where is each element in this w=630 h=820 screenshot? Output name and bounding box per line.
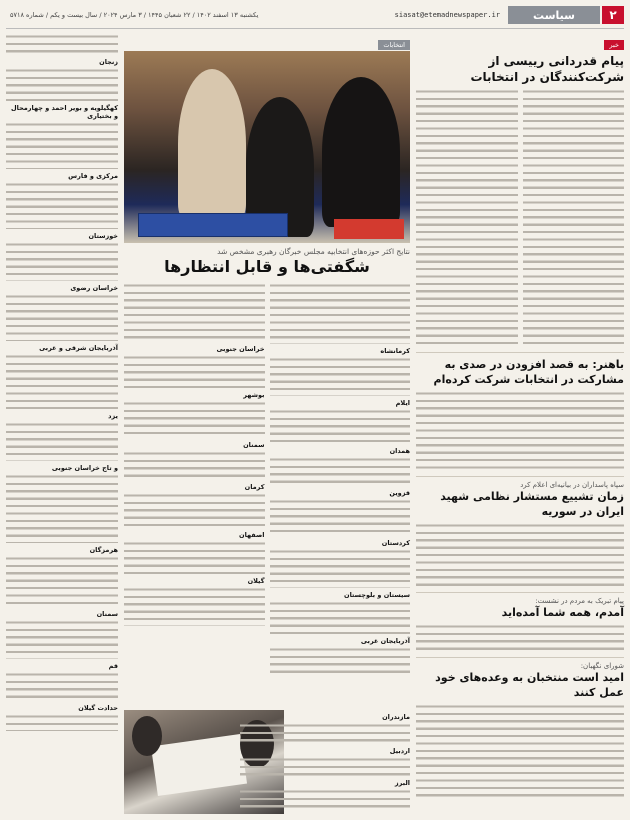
subsection-heading: سیستان و بلوچستان (344, 591, 410, 599)
subsection-heading: آذربایجان شرقی و غربی (39, 344, 118, 352)
news-tag: خبر (604, 40, 624, 50)
subsection-heading: اردبیل (389, 747, 410, 755)
main-kicker: نتایج اکثر حوزه‌های انتخابیه مجلس خبرگان رهبری مشخص شد (217, 247, 410, 256)
story5-body (416, 703, 624, 799)
subsection-heading: قم (108, 662, 118, 670)
main-story (124, 29, 410, 814)
subsection-heading: کرمان (244, 483, 265, 491)
story3-kicker: سپاه پاسداران در بیانیه‌ای اعلام کرد (520, 481, 624, 489)
subsection-heading: گیلان (247, 577, 265, 585)
subsection-heading: و تاج خراسان جنوبی (51, 464, 118, 472)
story4-headline: آمدم، همه شما آمده‌اید (501, 606, 624, 619)
page-header (6, 6, 624, 24)
subsection-heading: زنجان (99, 58, 118, 66)
ballot-box-red-icon (334, 219, 404, 239)
issue-line: یکشنبه ۱۳ اسفند ۱۴۰۲ / ۲۲ شعبان ۱۴۴۵ / ۳ مارس ۲۰۲۴ / سال بیست و یکم / شماره ۵۷۱۸ (10, 11, 259, 19)
elections-tag: انتخابات (378, 40, 410, 50)
story2-headline: باهنر: به قصد افزودن در صدی به مشارکت در انتخابات شرکت کرده‌ام (433, 358, 624, 386)
subsection-heading: سمنان (96, 610, 118, 618)
subsection-heading: ایلام (395, 399, 410, 407)
subsection-heading: مرکزی و فارس (68, 172, 118, 180)
ballot-box-icon (138, 213, 288, 237)
subsection-heading: آذربایجان غربی (360, 637, 410, 645)
story4-body (416, 623, 624, 653)
story1-headline: پیام قدردانی رییسی از شرکت‌کنندگان در انتخابات (470, 54, 624, 84)
story1-body (416, 88, 624, 348)
subsection-heading: خراسان جنوبی (216, 345, 265, 353)
subsection-heading: خراسان رضوی (70, 284, 118, 292)
subsection-heading: همدان (389, 447, 410, 455)
subsection-heading: کهگیلویه و بویر احمد و چهارمحال و بختیاری (11, 104, 118, 120)
left-column (6, 29, 118, 814)
site-url: siasat@etemadnewspaper.ir (394, 11, 500, 19)
story3-body (416, 522, 624, 588)
subsection-heading: کردستان (381, 539, 410, 547)
subsection-heading: سمنان (243, 441, 265, 449)
subsection-heading: اصفهان (239, 531, 265, 539)
section-name: سیاست (508, 6, 600, 24)
subsection-heading: البرز (394, 779, 410, 787)
story4-kicker: پیام تبریک به مردم در نشست: (535, 597, 624, 605)
photo-person-left (132, 716, 162, 756)
story5-headline: امید است منتخبان به وعده‌های خود عمل کنند (435, 671, 624, 699)
story5-kicker: شورای نگهبان: (580, 662, 624, 670)
subsection-heading: خوزستان (88, 232, 118, 240)
story3-headline: زمان تشییع مستشار نظامی شهید ایران در سوریه (440, 490, 624, 518)
photo-figure-left (178, 69, 246, 219)
newspaper-page (6, 28, 624, 814)
subsection-heading: حدادت گیلان (78, 704, 118, 712)
main-body-lower (240, 710, 410, 814)
right-column (416, 29, 624, 814)
page-number: ۲ (602, 6, 624, 24)
main-headline: شگفتی‌ها و قابل انتظارها (164, 257, 370, 276)
subsection-heading: مازندران (382, 713, 410, 721)
main-photo (124, 51, 410, 243)
main-body (124, 282, 410, 676)
subsection-heading: کرمانشاه (380, 347, 410, 355)
story2-body (416, 390, 624, 472)
ballot-papers (151, 734, 247, 796)
subsection-heading: بوشهر (243, 391, 265, 399)
subsection-heading: قزوین (389, 489, 410, 497)
subsection-heading: یزد (108, 412, 118, 420)
photo-figure-right (322, 77, 400, 227)
subsection-heading: هرمزگان (89, 546, 118, 554)
